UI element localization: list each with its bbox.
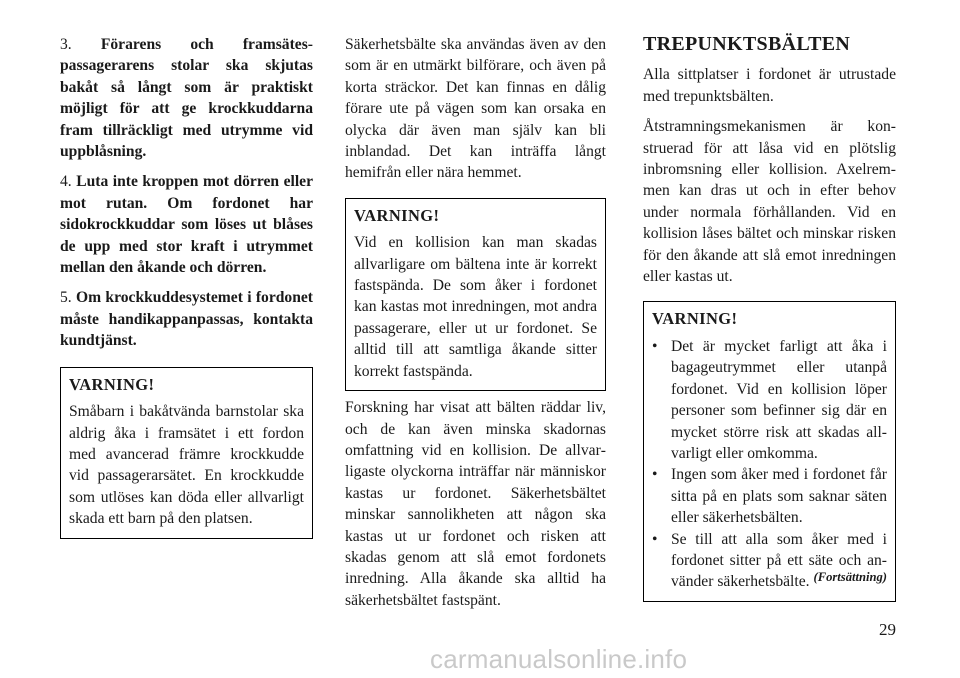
item-text: Luta inte kroppen mot dörren eller mot rutan. Om fordonet har sidokrockkuddar som löses ut blåses de upp med stor kraft i utrymmet mellan den åkande och dörren.	[60, 173, 313, 277]
warning-box-seating	[643, 301, 896, 601]
numbered-item-3	[60, 34, 313, 162]
warning-title: VARNING!	[652, 309, 738, 329]
section-heading: TREPUNKTSBÄLTEN	[643, 33, 851, 55]
warning-bullet-item	[652, 336, 887, 464]
warning-bullet-list	[652, 336, 887, 593]
bullet-text: Ingen som åker med i fordonet får sitta på en plats som saknar säten eller säkerhetsbälten.	[671, 466, 887, 527]
item-number: 5.	[60, 289, 72, 307]
item-text: Om krockkuddesystemet i fordonet måste handikappanpassas, kontakta kundtjänst.	[60, 289, 314, 350]
left-column	[60, 34, 313, 539]
page-number: 29	[879, 620, 896, 639]
bullet-text: Se till att alla som åker med i fordonet sitter på ett säte och använder säkerhetsbälte.	[671, 530, 887, 591]
warning-box-collision	[345, 198, 606, 391]
warning-text: Småbarn i bakåtvända barnstolar ska aldrig åka i framsätet i ett fordon med avancerad främre krockkudde vid passagerarsätet. En krockkudde som utlöses kan döda eller allvarligt skada ett barn på den platsen.	[69, 403, 304, 528]
numbered-item-5	[60, 287, 313, 351]
bullet-icon: •	[652, 337, 658, 355]
item-text: Förarens och framsätespassagerarens stolar ska skjutas bakåt så långt som är praktiskt möjligt för att ge krockkuddarna fram tillräckligt med utrymme vid uppblåsning.	[60, 36, 313, 161]
paragraph-research: Forskning har visat att bälten räddar liv, och de kan även minska skadornas omfattning vid en kollision. De allvarligaste olyckorna inträffar när människor kastas ur fordonet. Säkerhetsbältet minskar sannolikheten att någon ska kastas ut ur fordonet och risken att skadas genom att slå emot fordonets inredning. Alla åkande ska alltid ha säkerhetsbältet fastspänt.	[345, 399, 606, 609]
warning-box-child-seat	[60, 367, 313, 539]
warning-bullet-item	[652, 464, 887, 528]
item-number: 4.	[60, 173, 72, 191]
warning-text: Vid en kollision kan man skadas allvarligare om bältena inte är korrekt fastspända. De som åker i fordonet kan kastas mot inredningen, mot andra passagerare, eller ut ur fordonet. Se alltid till att samtliga åkande sitter korrekt fastspända.	[354, 234, 597, 380]
middle-column	[345, 34, 606, 611]
bullet-icon: •	[652, 466, 658, 484]
paragraph-three-point-belts: Alla sittplatser i fordonet är utrustade med trepunktsbälten.	[643, 66, 896, 105]
bullet-icon: •	[652, 530, 658, 548]
warning-title: VARNING!	[69, 374, 155, 394]
right-column	[643, 34, 896, 602]
warning-title: VARNING!	[354, 205, 440, 225]
paragraph-retractor: Åtstramningsmekanismen är konstruerad för att låsa vid en plötslig inbromsning eller kollision. Axelremmen kan dras ut och in efter behov under normala förhållanden. Vid en kollision låses bältet och minskar risken för den åkande att slå emot inredningen eller kastas ut.	[643, 118, 896, 286]
continued-label: (Fortsättning)	[813, 570, 887, 584]
bullet-text: Det är mycket farligt att åka i bagageutrymmet eller utanpå fordonet. Vid en kollision löper personer som befinner sig där en mycket större risk att skadas allvarligt eller omkomma.	[671, 337, 887, 462]
item-number: 3.	[60, 36, 72, 53]
paragraph-seatbelt-usage: Säkerhetsbälte ska användas även av den som är en utmärkt bilförare, och även på korta sträckor. Det kan finnas en dålig förare ute på vägen som kan orsaka en olycka där även man själv kan bli inblandad. Det kan inträffa långt hemifrån eller nära hemmet.	[345, 36, 606, 182]
watermark: carmanualsonline.info	[430, 644, 688, 674]
numbered-item-4	[60, 171, 313, 278]
